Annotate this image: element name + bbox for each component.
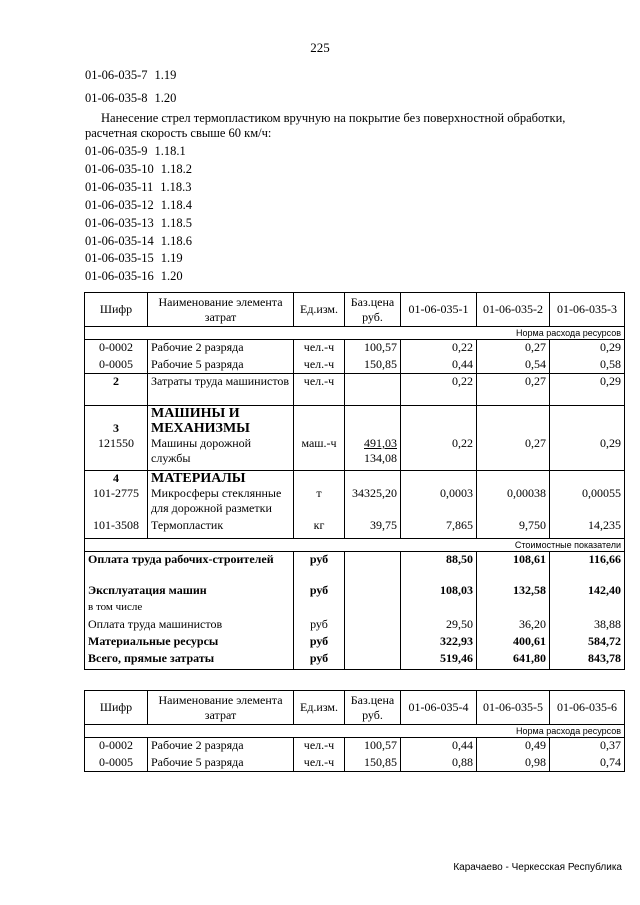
cost-value [401,600,477,617]
cost-price [345,600,401,617]
cell-value [550,406,625,437]
cost-row [85,551,625,583]
cell-value [477,470,550,486]
cost-value: 641,80 [477,651,550,669]
header-price: Баз.цена руб. [345,293,401,327]
cell-value: 0,00038 [477,486,550,518]
cell-name: Микросферы стеклянные для дорожной разметки [148,486,294,518]
cost-name: Всего, прямые затраты [85,651,294,669]
header-col-1: 01-06-035-1 [401,293,477,327]
table-row [85,470,625,486]
cell-value [401,406,477,437]
cost-row [85,600,625,617]
cell-price [345,470,401,486]
cell-value: 0,49 [477,738,550,755]
cell-name: Рабочие 5 разряда [148,755,294,772]
band-row [85,538,625,551]
table-row [85,518,625,538]
cell-code: 121550 [85,436,148,470]
cost-price [345,634,401,651]
header-col-6: 01-06-035-6 [550,691,625,725]
cell-code: 0-0005 [85,755,148,772]
band-row [85,327,625,340]
cost-value: 322,93 [401,634,477,651]
band-row [85,725,625,738]
table-row [85,738,625,755]
paragraph-line-1: Нанесение стрел термопластиком вручную на покрытие без поверхностной обработки, [101,111,566,125]
cell-price [345,436,401,470]
cell-price: 100,57 [345,738,401,755]
table-header-row [85,293,625,327]
cell-value [477,406,550,437]
code-line: 01-06-035-15 1.19 [85,251,183,265]
cell-value: 0,54 [477,357,550,374]
code-line: 01-06-035-8 1.20 [85,91,177,105]
table-header-row [85,691,625,725]
cell-code: 0-0002 [85,738,148,755]
code-line: 01-06-035-16 1.20 [85,269,183,283]
cell-value: 0,98 [477,755,550,772]
cell-value: 14,235 [550,518,625,538]
cell-value: 0,29 [550,374,625,406]
cost-value: 132,58 [477,583,550,600]
cell-value: 0,22 [401,436,477,470]
header-unit: Ед.изм. [294,691,345,725]
cell-price [345,374,401,406]
cost-value [550,600,625,617]
table-row [85,374,625,406]
cell-value: 0,27 [477,436,550,470]
code-line: 01-06-035-9 1.18.1 [85,144,186,158]
table-row [85,406,625,437]
header-name: Наименование элемента затрат [148,691,294,725]
cell-value: 0,27 [477,340,550,357]
cost-price [345,651,401,669]
cost-name: Оплата труда рабочих-строителей [85,551,294,583]
cell-name: МАШИНЫ И МЕХАНИЗМЫ [148,406,294,437]
cost-name: Эксплуатация машин [85,583,294,600]
code-line: 01-06-035-7 1.19 [85,68,177,82]
cell-value: 0,22 [401,340,477,357]
cost-value: 29,50 [401,617,477,634]
cell-value [401,470,477,486]
cell-code: 0-0002 [85,340,148,357]
header-col-4: 01-06-035-4 [401,691,477,725]
cost-value: 519,46 [401,651,477,669]
cell-unit: чел.-ч [294,357,345,374]
cell-code: 4 [85,470,148,486]
cost-row [85,583,625,600]
cost-value: 116,66 [550,551,625,583]
cell-name: Рабочие 2 разряда [148,738,294,755]
cost-value: 142,40 [550,583,625,600]
cell-unit [294,406,345,437]
cell-unit: чел.-ч [294,340,345,357]
cost-value: 36,20 [477,617,550,634]
cell-unit: чел.-ч [294,755,345,772]
cell-price: 39,75 [345,518,401,538]
cost-value [477,600,550,617]
header-col-2: 01-06-035-2 [477,293,550,327]
resource-table-2 [84,690,625,772]
cell-value [550,470,625,486]
header-unit: Ед.изм. [294,293,345,327]
cost-price [345,583,401,600]
cost-unit: руб [294,634,345,651]
paragraph-line-2: расчетная скорость свыше 60 км/ч: [85,126,272,140]
resource-table-1 [84,292,625,670]
code-line: 01-06-035-12 1.18.4 [85,198,192,212]
cell-name: Затраты труда машинистов [148,374,294,406]
cell-code: 101-2775 [85,486,148,518]
cell-code: 0-0005 [85,357,148,374]
header-col-3: 01-06-035-3 [550,293,625,327]
cell-value: 0,37 [550,738,625,755]
cost-unit: руб [294,617,345,634]
cell-unit: т [294,486,345,518]
price-line-1: 491,03 [364,436,397,450]
cell-name: Термопластик [148,518,294,538]
header-price: Баз.цена руб. [345,691,401,725]
header-code: Шифр [85,293,148,327]
cell-price: 150,85 [345,357,401,374]
cell-code: 2 [85,374,148,406]
cell-price: 100,57 [345,340,401,357]
cost-unit [294,600,345,617]
cell-price: 34325,20 [345,486,401,518]
cost-value: 843,78 [550,651,625,669]
cell-value: 9,750 [477,518,550,538]
cell-value: 0,00055 [550,486,625,518]
band-norm: Норма расхода ресурсов [85,725,625,738]
cell-code: 3 [85,406,148,437]
cost-row [85,651,625,669]
cost-unit: руб [294,651,345,669]
footer-region: Карачаево - Черкесская Республика [453,862,622,873]
table-row [85,436,625,470]
table-row [85,486,625,518]
band-norm: Норма расхода ресурсов [85,327,625,340]
cost-unit: руб [294,583,345,600]
cost-name: Материальные ресурсы [85,634,294,651]
cell-unit: чел.-ч [294,374,345,406]
cell-value: 0,29 [550,436,625,470]
cell-code: 101-3508 [85,518,148,538]
band-cost: Стоимостные показатели [85,538,625,551]
page-number: 225 [310,40,330,55]
header-col-5: 01-06-035-5 [477,691,550,725]
header-code: Шифр [85,691,148,725]
cell-value: 0,88 [401,755,477,772]
cost-price [345,617,401,634]
cell-value: 0,22 [401,374,477,406]
price-line-2: 134,08 [364,451,397,465]
code-line: 01-06-035-10 1.18.2 [85,162,192,176]
code-line: 01-06-035-13 1.18.5 [85,216,192,230]
cell-value: 0,29 [550,340,625,357]
code-line: 01-06-035-11 1.18.3 [85,180,192,194]
table-row [85,357,625,374]
cell-value: 0,27 [477,374,550,406]
table-row [85,755,625,772]
cell-name: Рабочие 2 разряда [148,340,294,357]
cell-name: Рабочие 5 разряда [148,357,294,374]
cell-value: 0,0003 [401,486,477,518]
cost-name: в том числе [85,600,294,617]
cost-value: 108,61 [477,551,550,583]
cell-unit: маш.-ч [294,436,345,470]
cell-value: 7,865 [401,518,477,538]
cost-value: 400,61 [477,634,550,651]
cost-value: 88,50 [401,551,477,583]
cell-value: 0,44 [401,357,477,374]
header-name: Наименование элемента затрат [148,293,294,327]
cell-name: МАТЕРИАЛЫ [148,470,294,486]
cost-price [345,551,401,583]
cell-value: 0,74 [550,755,625,772]
cell-name: Машины дорожной службы [148,436,294,470]
cell-unit: чел.-ч [294,738,345,755]
cost-row [85,634,625,651]
cost-name: Оплата труда машинистов [85,617,294,634]
cost-unit: руб [294,551,345,583]
cost-value: 584,72 [550,634,625,651]
table-row [85,340,625,357]
cost-value: 38,88 [550,617,625,634]
cell-value: 0,44 [401,738,477,755]
cost-row [85,617,625,634]
cost-value: 108,03 [401,583,477,600]
cell-unit [294,470,345,486]
cell-value: 0,58 [550,357,625,374]
cell-unit: кг [294,518,345,538]
code-line: 01-06-035-14 1.18.6 [85,234,192,248]
cell-price [345,406,401,437]
cell-price: 150,85 [345,755,401,772]
